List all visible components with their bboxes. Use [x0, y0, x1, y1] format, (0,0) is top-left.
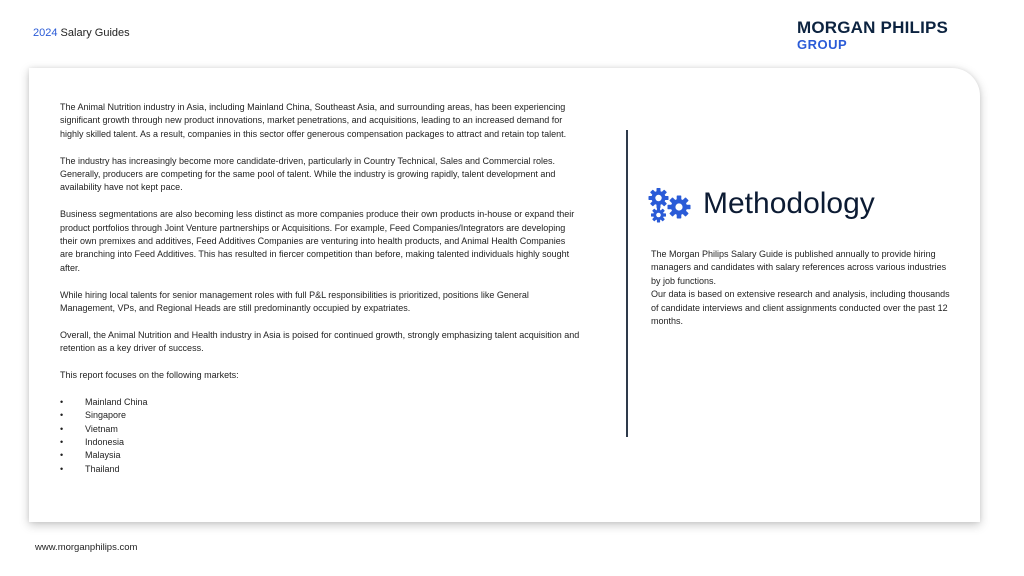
- market-label: Thailand: [85, 463, 120, 474]
- content-card: [29, 68, 980, 522]
- bullet-icon: •: [60, 437, 64, 448]
- logo-line-2: GROUP: [797, 37, 848, 52]
- market-label: Singapore: [85, 410, 127, 421]
- intro-section: [60, 101, 580, 476]
- intro-paragraph-3: Business segmentations are also becoming less distinct as more companies produce their own products in-house or expand their product portfolios through Joint Venture partnerships or Acquisitions. For example, Feed Companies/Integrators are developing their own premixes and additives, Feed Additives Companies are venturing into health products, and Animal Health Companies are branching into Feed Additives. This has resulted in fiercer competition than before, making talented individuals highly sought after.: [60, 209, 575, 273]
- bullet-icon: •: [60, 396, 64, 407]
- morgan-philips-logo[interactable]: [797, 19, 997, 53]
- logo-line-1: MORGAN PHILIPS: [797, 18, 949, 37]
- market-label: Vietnam: [85, 423, 118, 434]
- intro-paragraph-1: The Animal Nutrition industry in Asia, including Mainland China, Southeast Asia, and surrounding areas, has been experiencing significant growth through new product innovations, market penetrations, and acquisitions, leading to an increased demand for highly skilled talent. As a result, companies in this sector offer generous compensation packages to attract and retain top talent.: [60, 102, 567, 139]
- gears-icon: [648, 187, 692, 223]
- vertical-divider: [626, 130, 628, 437]
- footer-website-link[interactable]: www.morganphilips.com: [35, 542, 138, 553]
- bullet-icon: •: [60, 450, 64, 461]
- market-item: [60, 449, 580, 462]
- methodology-text: [651, 248, 951, 328]
- guide-year: 2024: [33, 27, 58, 39]
- market-item: [60, 409, 580, 422]
- market-label: Indonesia: [85, 437, 125, 448]
- bullet-icon: •: [60, 410, 64, 421]
- markets-intro: This report focuses on the following markets:: [60, 370, 239, 381]
- bullet-icon: •: [60, 423, 64, 434]
- market-item: [60, 423, 580, 436]
- market-label: Malaysia: [85, 450, 121, 461]
- market-item: [60, 436, 580, 449]
- market-label: Mainland China: [85, 396, 148, 407]
- methodology-title: Methodology: [703, 187, 875, 220]
- header-guide-label: [33, 27, 130, 39]
- intro-paragraph-2: The industry has increasingly become more candidate-driven, particularly in Country Technical, Sales and Commercial roles. Generally, producers are competing for the same pool of talent. While the industry is growing rapidly, talent development and availability have not kept pace.: [60, 155, 556, 193]
- intro-paragraph-5: Overall, the Animal Nutrition and Health industry in Asia is poised for continued growth, strongly emphasizing talent acquisition and retention as a key driver of success.: [60, 329, 580, 354]
- methodology-paragraph-1: The Morgan Philips Salary Guide is published annually to provide hiring managers and candidates with salary references across various industries by job functions.: [651, 249, 947, 286]
- market-item: [60, 463, 580, 476]
- methodology-paragraph-2: Our data is based on extensive research and analysis, including thousands of candidate interviews and client assignments conducted over the past 12 months.: [651, 289, 950, 327]
- bullet-icon: •: [60, 463, 64, 474]
- market-item: [60, 396, 580, 409]
- intro-paragraph-4: While hiring local talents for senior management roles with full P&L responsibilities is prioritized, positions like General Management, VPs, and Regional Heads are still predominantly occupied by expatriates.: [60, 289, 529, 314]
- guide-title: Salary Guides: [60, 27, 130, 39]
- markets-list: [60, 396, 580, 476]
